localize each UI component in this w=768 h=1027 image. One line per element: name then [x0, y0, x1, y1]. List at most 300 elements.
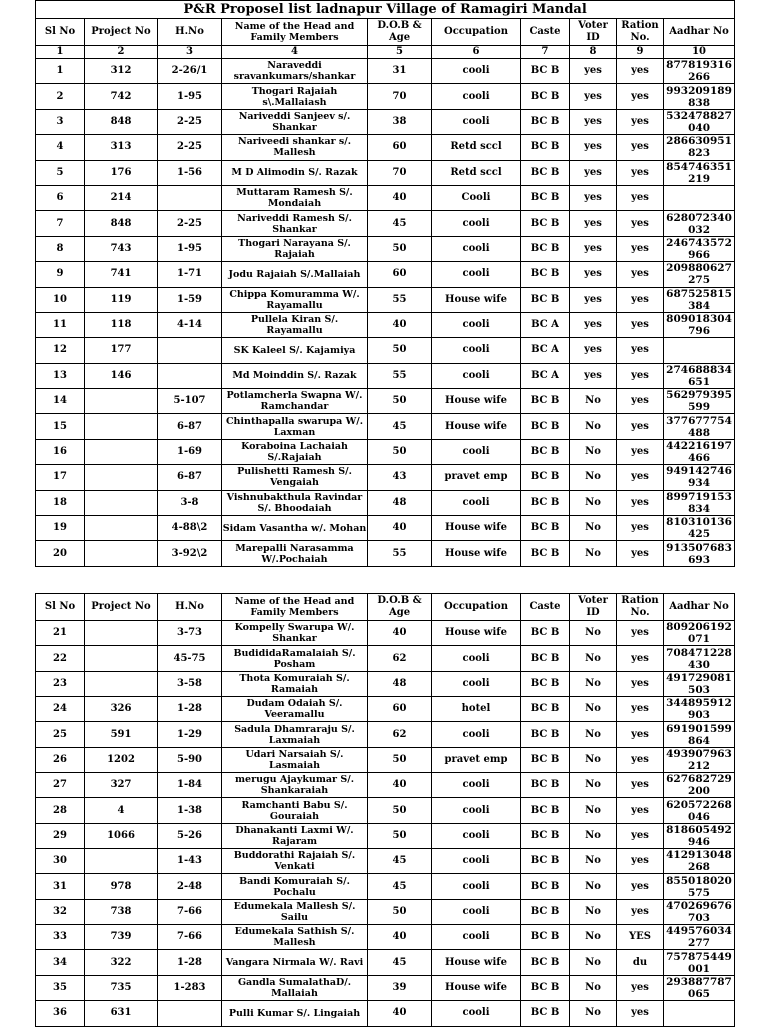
- cell-aadhar-no: 913507683 693: [664, 541, 735, 566]
- cell-voter-id: No: [570, 541, 617, 566]
- cell-voter-id: No: [570, 1001, 617, 1026]
- cell-ration-no: yes: [617, 211, 664, 236]
- cell-age: 38: [368, 109, 432, 134]
- cell-ration-no: yes: [617, 135, 664, 160]
- cell-house-no: [158, 338, 222, 363]
- cell-caste: BC B: [521, 697, 570, 722]
- cell-sl-no: 34: [36, 950, 85, 975]
- cell-ration-no: yes: [617, 773, 664, 798]
- table-row: [36, 439, 735, 464]
- cell-occupation: pravet emp: [432, 747, 521, 772]
- cell-aadhar-no: 493907963 212: [664, 747, 735, 772]
- cell-caste: BC B: [521, 899, 570, 924]
- cell-name: Sadula Dhamraraju S/. Laxmaiah: [222, 722, 368, 747]
- cell-project-no: 327: [85, 773, 158, 798]
- header-ration-no: Ration No.: [617, 19, 664, 46]
- table-row: [36, 135, 735, 160]
- cell-project-no: 848: [85, 211, 158, 236]
- cell-name: Pullela Kiran S/. Rayamallu: [222, 312, 368, 337]
- table-row: [36, 975, 735, 1000]
- cell-project-no: [85, 490, 158, 515]
- cell-name: Naraveddi sravankumars/shankar: [222, 59, 368, 84]
- cell-ration-no: yes: [617, 59, 664, 84]
- cell-caste: BC B: [521, 211, 570, 236]
- table-row: [36, 389, 735, 414]
- cell-occupation: cooli: [432, 236, 521, 261]
- cell-ration-no: yes: [617, 262, 664, 287]
- cell-sl-no: 21: [36, 621, 85, 646]
- cell-age: 40: [368, 185, 432, 210]
- cell-name: Dudam Odaiah S/. Veeramallu: [222, 697, 368, 722]
- cell-sl-no: 12: [36, 338, 85, 363]
- header-aadhar-no: Aadhar No: [664, 594, 735, 621]
- cell-ration-no: yes: [617, 975, 664, 1000]
- cell-aadhar-no: 491729081 503: [664, 671, 735, 696]
- cell-project-no: 177: [85, 338, 158, 363]
- cell-occupation: cooli: [432, 849, 521, 874]
- column-number: 6: [432, 46, 521, 59]
- cell-caste: BC B: [521, 950, 570, 975]
- column-number: 10: [664, 46, 735, 59]
- cell-aadhar-no: 412913048 268: [664, 849, 735, 874]
- cell-age: 48: [368, 671, 432, 696]
- cell-age: 50: [368, 747, 432, 772]
- cell-voter-id: No: [570, 925, 617, 950]
- cell-ration-no: yes: [617, 516, 664, 541]
- cell-house-no: 1-43: [158, 849, 222, 874]
- header-occupation: Occupation: [432, 594, 521, 621]
- table-row: [36, 874, 735, 899]
- cell-project-no: 146: [85, 363, 158, 388]
- cell-sl-no: 16: [36, 439, 85, 464]
- cell-age: 60: [368, 262, 432, 287]
- cell-age: 60: [368, 697, 432, 722]
- cell-voter-id: yes: [570, 160, 617, 185]
- cell-project-no: 631: [85, 1001, 158, 1026]
- cell-sl-no: 33: [36, 925, 85, 950]
- cell-voter-id: No: [570, 671, 617, 696]
- cell-name: Muttaram Ramesh S/. Mondaiah: [222, 185, 368, 210]
- cell-project-no: 978: [85, 874, 158, 899]
- cell-caste: BC B: [521, 262, 570, 287]
- table-row: [36, 338, 735, 363]
- cell-ration-no: yes: [617, 849, 664, 874]
- cell-sl-no: 10: [36, 287, 85, 312]
- cell-ration-no: du: [617, 950, 664, 975]
- cell-age: 45: [368, 950, 432, 975]
- cell-ration-no: yes: [617, 287, 664, 312]
- header-sl-no: Sl No: [36, 19, 85, 46]
- table-row: [36, 671, 735, 696]
- cell-voter-id: No: [570, 621, 617, 646]
- cell-aadhar-no: 620572268 046: [664, 798, 735, 823]
- cell-project-no: 735: [85, 975, 158, 1000]
- cell-aadhar-no: [664, 338, 735, 363]
- cell-house-no: 1-56: [158, 160, 222, 185]
- header-name: Name of the Head and Family Members: [222, 19, 368, 46]
- cell-project-no: 312: [85, 59, 158, 84]
- cell-voter-id: No: [570, 747, 617, 772]
- cell-name: Kompelly Swarupa W/. Shankar: [222, 621, 368, 646]
- cell-name: Gandla SumalathaD/. Mallaiah: [222, 975, 368, 1000]
- cell-occupation: cooli: [432, 109, 521, 134]
- cell-name: BudididaRamalaiah S/. Posham: [222, 646, 368, 671]
- cell-project-no: 742: [85, 84, 158, 109]
- cell-house-no: 6-87: [158, 465, 222, 490]
- cell-occupation: cooli: [432, 925, 521, 950]
- cell-project-no: 322: [85, 950, 158, 975]
- cell-aadhar-no: 470269676 703: [664, 899, 735, 924]
- cell-voter-id: yes: [570, 287, 617, 312]
- header-row: [36, 594, 735, 621]
- cell-occupation: cooli: [432, 84, 521, 109]
- cell-house-no: 1-71: [158, 262, 222, 287]
- cell-caste: BC B: [521, 849, 570, 874]
- cell-name: Udari Narsaiah S/. Lasmaiah: [222, 747, 368, 772]
- cell-caste: BC B: [521, 823, 570, 848]
- cell-name: Thogari Rajaiah s\.Mallaiash: [222, 84, 368, 109]
- cell-project-no: 1066: [85, 823, 158, 848]
- cell-voter-id: yes: [570, 211, 617, 236]
- cell-voter-id: No: [570, 950, 617, 975]
- table-row: [36, 465, 735, 490]
- cell-ration-no: yes: [617, 338, 664, 363]
- cell-sl-no: 5: [36, 160, 85, 185]
- header-project-no: Project No: [85, 19, 158, 46]
- cell-voter-id: No: [570, 516, 617, 541]
- cell-ration-no: yes: [617, 490, 664, 515]
- cell-voter-id: yes: [570, 338, 617, 363]
- cell-occupation: cooli: [432, 646, 521, 671]
- cell-age: 45: [368, 849, 432, 874]
- cell-name: Jodu Rajaiah S/.Mallaiah: [222, 262, 368, 287]
- cell-sl-no: 23: [36, 671, 85, 696]
- table-row: [36, 798, 735, 823]
- header-project-no: Project No: [85, 594, 158, 621]
- cell-caste: BC B: [521, 541, 570, 566]
- cell-house-no: 5-26: [158, 823, 222, 848]
- cell-ration-no: yes: [617, 823, 664, 848]
- cell-voter-id: yes: [570, 135, 617, 160]
- table-row: [36, 262, 735, 287]
- cell-name: Ramchanti Babu S/. Gouraiah: [222, 798, 368, 823]
- cell-house-no: 1-84: [158, 773, 222, 798]
- cell-sl-no: 17: [36, 465, 85, 490]
- cell-age: 45: [368, 211, 432, 236]
- cell-name: Md Moinddin S/. Razak: [222, 363, 368, 388]
- cell-occupation: cooli: [432, 363, 521, 388]
- cell-ration-no: yes: [617, 439, 664, 464]
- cell-voter-id: No: [570, 722, 617, 747]
- cell-aadhar-no: 449576034 277: [664, 925, 735, 950]
- cell-occupation: cooli: [432, 59, 521, 84]
- cell-occupation: cooli: [432, 490, 521, 515]
- cell-voter-id: No: [570, 439, 617, 464]
- cell-voter-id: No: [570, 975, 617, 1000]
- cell-age: 60: [368, 135, 432, 160]
- cell-sl-no: 15: [36, 414, 85, 439]
- cell-age: 40: [368, 312, 432, 337]
- cell-house-no: 45-75: [158, 646, 222, 671]
- cell-aadhar-no: 628072340 032: [664, 211, 735, 236]
- column-number: 3: [158, 46, 222, 59]
- cell-age: 70: [368, 160, 432, 185]
- page-title: P&R Proposel list ladnapur Village of Ramagiri Mandal: [36, 1, 735, 19]
- cell-caste: BC B: [521, 185, 570, 210]
- cell-house-no: 1-38: [158, 798, 222, 823]
- cell-project-no: [85, 439, 158, 464]
- cell-ration-no: YES: [617, 925, 664, 950]
- cell-name: Potlamcherla Swapna W/. Ramchandar: [222, 389, 368, 414]
- table-row: [36, 697, 735, 722]
- cell-sl-no: 28: [36, 798, 85, 823]
- cell-name: SK Kaleel S/. Kajamiya: [222, 338, 368, 363]
- cell-house-no: 2-25: [158, 109, 222, 134]
- cell-project-no: [85, 516, 158, 541]
- header-voter-id: Voter ID: [570, 594, 617, 621]
- cell-occupation: cooli: [432, 874, 521, 899]
- cell-caste: BC B: [521, 646, 570, 671]
- cell-name: Edumekala Sathish S/. Mallesh: [222, 925, 368, 950]
- cell-caste: BC B: [521, 798, 570, 823]
- cell-aadhar-no: 708471228 430: [664, 646, 735, 671]
- cell-project-no: [85, 541, 158, 566]
- cell-caste: BC B: [521, 59, 570, 84]
- table-row: [36, 1001, 735, 1026]
- cell-caste: BC B: [521, 465, 570, 490]
- cell-caste: BC B: [521, 135, 570, 160]
- cell-occupation: House wife: [432, 541, 521, 566]
- table-row: [36, 899, 735, 924]
- cell-house-no: 1-29: [158, 722, 222, 747]
- cell-ration-no: yes: [617, 798, 664, 823]
- cell-age: 40: [368, 773, 432, 798]
- header-name: Name of the Head and Family Members: [222, 594, 368, 621]
- cell-occupation: House wife: [432, 287, 521, 312]
- cell-house-no: 3-58: [158, 671, 222, 696]
- cell-age: 70: [368, 84, 432, 109]
- cell-aadhar-no: 691901599 864: [664, 722, 735, 747]
- cell-caste: BC A: [521, 363, 570, 388]
- cell-ration-no: yes: [617, 697, 664, 722]
- cell-sl-no: 26: [36, 747, 85, 772]
- cell-sl-no: 27: [36, 773, 85, 798]
- cell-occupation: House wife: [432, 389, 521, 414]
- cell-ration-no: yes: [617, 465, 664, 490]
- cell-house-no: 5-90: [158, 747, 222, 772]
- cell-aadhar-no: 810310136 425: [664, 516, 735, 541]
- cell-voter-id: yes: [570, 84, 617, 109]
- cell-house-no: 1-59: [158, 287, 222, 312]
- cell-age: 31: [368, 59, 432, 84]
- cell-house-no: 4-14: [158, 312, 222, 337]
- cell-voter-id: No: [570, 389, 617, 414]
- cell-age: 40: [368, 621, 432, 646]
- table-row: [36, 646, 735, 671]
- proposal-table-2: [35, 593, 735, 1027]
- cell-caste: BC B: [521, 414, 570, 439]
- cell-house-no: 1-28: [158, 697, 222, 722]
- cell-sl-no: 31: [36, 874, 85, 899]
- table-row: [36, 747, 735, 772]
- cell-occupation: pravet emp: [432, 465, 521, 490]
- cell-ration-no: yes: [617, 312, 664, 337]
- cell-ration-no: yes: [617, 621, 664, 646]
- cell-age: 50: [368, 389, 432, 414]
- cell-house-no: 2-25: [158, 135, 222, 160]
- header-age: D.O.B & Age: [368, 594, 432, 621]
- cell-age: 45: [368, 874, 432, 899]
- cell-ration-no: yes: [617, 747, 664, 772]
- cell-sl-no: 14: [36, 389, 85, 414]
- table-row: [36, 925, 735, 950]
- cell-sl-no: 18: [36, 490, 85, 515]
- table-row: [36, 849, 735, 874]
- cell-age: 55: [368, 363, 432, 388]
- cell-voter-id: No: [570, 849, 617, 874]
- cell-project-no: [85, 646, 158, 671]
- cell-voter-id: No: [570, 414, 617, 439]
- cell-ration-no: yes: [617, 84, 664, 109]
- cell-aadhar-no: 757875449 001: [664, 950, 735, 975]
- cell-caste: BC B: [521, 621, 570, 646]
- cell-sl-no: 29: [36, 823, 85, 848]
- cell-name: Nariveddi Sanjeev s/. Shankar: [222, 109, 368, 134]
- cell-name: Dhanakanti Laxmi W/. Rajaram: [222, 823, 368, 848]
- cell-voter-id: No: [570, 798, 617, 823]
- proposal-table-1: [35, 0, 735, 567]
- table-row: [36, 236, 735, 261]
- cell-voter-id: No: [570, 823, 617, 848]
- cell-house-no: 2-25: [158, 211, 222, 236]
- cell-occupation: cooli: [432, 338, 521, 363]
- cell-caste: BC B: [521, 160, 570, 185]
- cell-sl-no: 36: [36, 1001, 85, 1026]
- cell-aadhar-no: 532478827 040: [664, 109, 735, 134]
- cell-project-no: 741: [85, 262, 158, 287]
- cell-name: Marepalli Narasamma W/.Pochaiah: [222, 541, 368, 566]
- cell-age: 50: [368, 823, 432, 848]
- cell-occupation: cooli: [432, 798, 521, 823]
- cell-sl-no: 20: [36, 541, 85, 566]
- cell-ration-no: yes: [617, 541, 664, 566]
- cell-name: Pulishetti Ramesh S/. Vengaiah: [222, 465, 368, 490]
- cell-house-no: 7-66: [158, 899, 222, 924]
- cell-occupation: Cooli: [432, 185, 521, 210]
- table-row: [36, 185, 735, 210]
- cell-caste: BC B: [521, 236, 570, 261]
- cell-project-no: 118: [85, 312, 158, 337]
- table-row: [36, 84, 735, 109]
- cell-aadhar-no: 344895912 903: [664, 697, 735, 722]
- cell-aadhar-no: 993209189 838: [664, 84, 735, 109]
- cell-aadhar-no: 899719153 834: [664, 490, 735, 515]
- table-row: [36, 621, 735, 646]
- cell-caste: BC B: [521, 439, 570, 464]
- cell-sl-no: 22: [36, 646, 85, 671]
- cell-caste: BC B: [521, 722, 570, 747]
- cell-ration-no: yes: [617, 1001, 664, 1026]
- cell-caste: BC B: [521, 975, 570, 1000]
- cell-house-no: 1-95: [158, 236, 222, 261]
- cell-occupation: House wife: [432, 621, 521, 646]
- cell-project-no: 743: [85, 236, 158, 261]
- table-row: [36, 414, 735, 439]
- column-number: 4: [222, 46, 368, 59]
- cell-project-no: [85, 389, 158, 414]
- cell-caste: BC B: [521, 109, 570, 134]
- table-row: [36, 722, 735, 747]
- cell-aadhar-no: 246743572 966: [664, 236, 735, 261]
- cell-aadhar-no: 818605492 946: [664, 823, 735, 848]
- cell-occupation: cooli: [432, 823, 521, 848]
- cell-occupation: cooli: [432, 1001, 521, 1026]
- cell-age: 40: [368, 516, 432, 541]
- cell-name: Koraboina Lachaiah S/.Rajaiah: [222, 439, 368, 464]
- cell-voter-id: No: [570, 697, 617, 722]
- cell-sl-no: 8: [36, 236, 85, 261]
- column-number-row: [36, 46, 735, 59]
- cell-voter-id: No: [570, 899, 617, 924]
- cell-ration-no: yes: [617, 722, 664, 747]
- cell-name: Pulli Kumar S/. Lingaiah: [222, 1001, 368, 1026]
- table-row: [36, 823, 735, 848]
- cell-ration-no: yes: [617, 109, 664, 134]
- cell-project-no: 738: [85, 899, 158, 924]
- cell-occupation: Retd sccl: [432, 135, 521, 160]
- cell-age: 43: [368, 465, 432, 490]
- cell-age: 55: [368, 287, 432, 312]
- column-number: 2: [85, 46, 158, 59]
- table-row: [36, 490, 735, 515]
- cell-occupation: House wife: [432, 950, 521, 975]
- cell-project-no: 326: [85, 697, 158, 722]
- cell-house-no: 7-66: [158, 925, 222, 950]
- cell-ration-no: yes: [617, 160, 664, 185]
- cell-project-no: 848: [85, 109, 158, 134]
- cell-ration-no: yes: [617, 899, 664, 924]
- cell-house-no: 3-8: [158, 490, 222, 515]
- cell-project-no: 591: [85, 722, 158, 747]
- cell-aadhar-no: 274688834 651: [664, 363, 735, 388]
- cell-ration-no: yes: [617, 414, 664, 439]
- cell-house-no: [158, 363, 222, 388]
- cell-house-no: 1-28: [158, 950, 222, 975]
- header-aadhar-no: Aadhar No: [664, 19, 735, 46]
- cell-voter-id: yes: [570, 262, 617, 287]
- column-number: 9: [617, 46, 664, 59]
- column-number: 7: [521, 46, 570, 59]
- cell-aadhar-no: 293887787 065: [664, 975, 735, 1000]
- cell-voter-id: yes: [570, 185, 617, 210]
- cell-aadhar-no: [664, 1001, 735, 1026]
- column-number: 1: [36, 46, 85, 59]
- cell-aadhar-no: 877819316 266: [664, 59, 735, 84]
- cell-voter-id: yes: [570, 312, 617, 337]
- header-sl-no: Sl No: [36, 594, 85, 621]
- cell-aadhar-no: 855018020 575: [664, 874, 735, 899]
- cell-age: 48: [368, 490, 432, 515]
- cell-aadhar-no: 809018304 796: [664, 312, 735, 337]
- cell-occupation: hotel: [432, 697, 521, 722]
- cell-ration-no: yes: [617, 236, 664, 261]
- table-row: [36, 773, 735, 798]
- cell-house-no: [158, 185, 222, 210]
- column-number: 5: [368, 46, 432, 59]
- cell-sl-no: 19: [36, 516, 85, 541]
- cell-caste: BC B: [521, 84, 570, 109]
- cell-ration-no: yes: [617, 363, 664, 388]
